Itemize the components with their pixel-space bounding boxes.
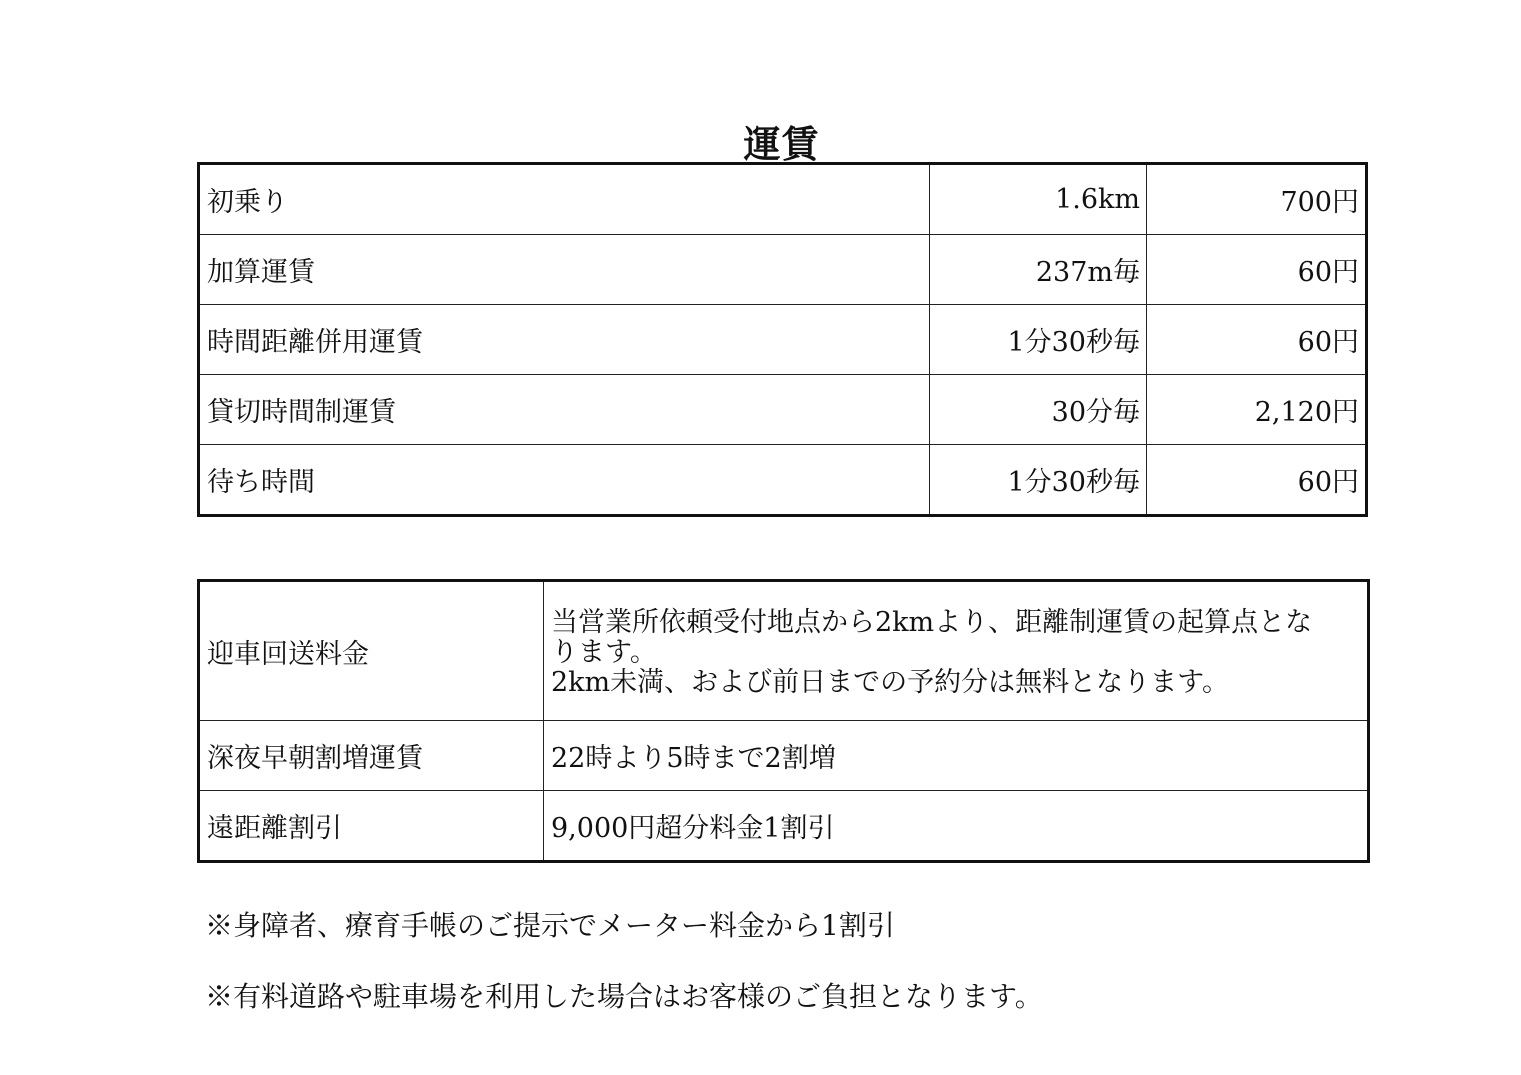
fare-unit-cell: 1.6km <box>930 164 1147 235</box>
fare-unit-cell: 237m毎 <box>930 235 1147 305</box>
page-title: 運賃 <box>743 123 820 166</box>
table-row <box>199 791 1369 862</box>
charge-desc-line: ります。 <box>551 637 657 668</box>
fare-name-cell: 加算運賃 <box>199 235 930 305</box>
fare-name-cell: 待ち時間 <box>199 445 930 516</box>
table-row <box>199 305 1367 375</box>
fare-price-cell: 60円 <box>1147 305 1367 375</box>
charge-desc-line: 当営業所依頼受付地点から2kmより、距離制運賃の起算点とな <box>551 607 1313 638</box>
table-row <box>199 721 1369 791</box>
fare-unit-cell: 30分毎 <box>930 375 1147 445</box>
fare-price-cell: 2,120円 <box>1147 375 1367 445</box>
charge-name-cell: 迎車回送料金 <box>199 581 544 721</box>
charge-name-cell: 遠距離割引 <box>199 791 544 862</box>
fare-table <box>197 162 1368 517</box>
charge-name-cell: 深夜早朝割増運賃 <box>199 721 544 791</box>
note-toll-parking: ※有料道路や駐車場を利用した場合はお客様のご負担となります。 <box>205 980 1043 1013</box>
fare-name-cell: 時間距離併用運賃 <box>199 305 930 375</box>
charge-desc-cell <box>544 581 1369 721</box>
table-row <box>199 235 1367 305</box>
fare-name-cell: 貸切時間制運賃 <box>199 375 930 445</box>
fare-price-cell: 60円 <box>1147 235 1367 305</box>
fare-unit-cell: 1分30秒毎 <box>930 305 1147 375</box>
note-disability-discount: ※身障者、療育手帳のご提示でメーター料金から1割引 <box>205 909 895 942</box>
table-row <box>199 375 1367 445</box>
charge-desc-cell: 9,000円超分料金1割引 <box>544 791 1369 862</box>
charge-desc-line: 2km未満、および前日までの予約分は無料となります。 <box>551 667 1229 698</box>
fare-price-cell: 700円 <box>1147 164 1367 235</box>
charge-desc-cell: 22時より5時まで2割増 <box>544 721 1369 791</box>
fare-unit-cell: 1分30秒毎 <box>930 445 1147 516</box>
table-row <box>199 581 1369 721</box>
table-row <box>199 445 1367 516</box>
fare-name-cell: 初乗り <box>199 164 930 235</box>
extra-charges-table <box>197 579 1370 863</box>
table-row <box>199 164 1367 235</box>
fare-price-cell: 60円 <box>1147 445 1367 516</box>
